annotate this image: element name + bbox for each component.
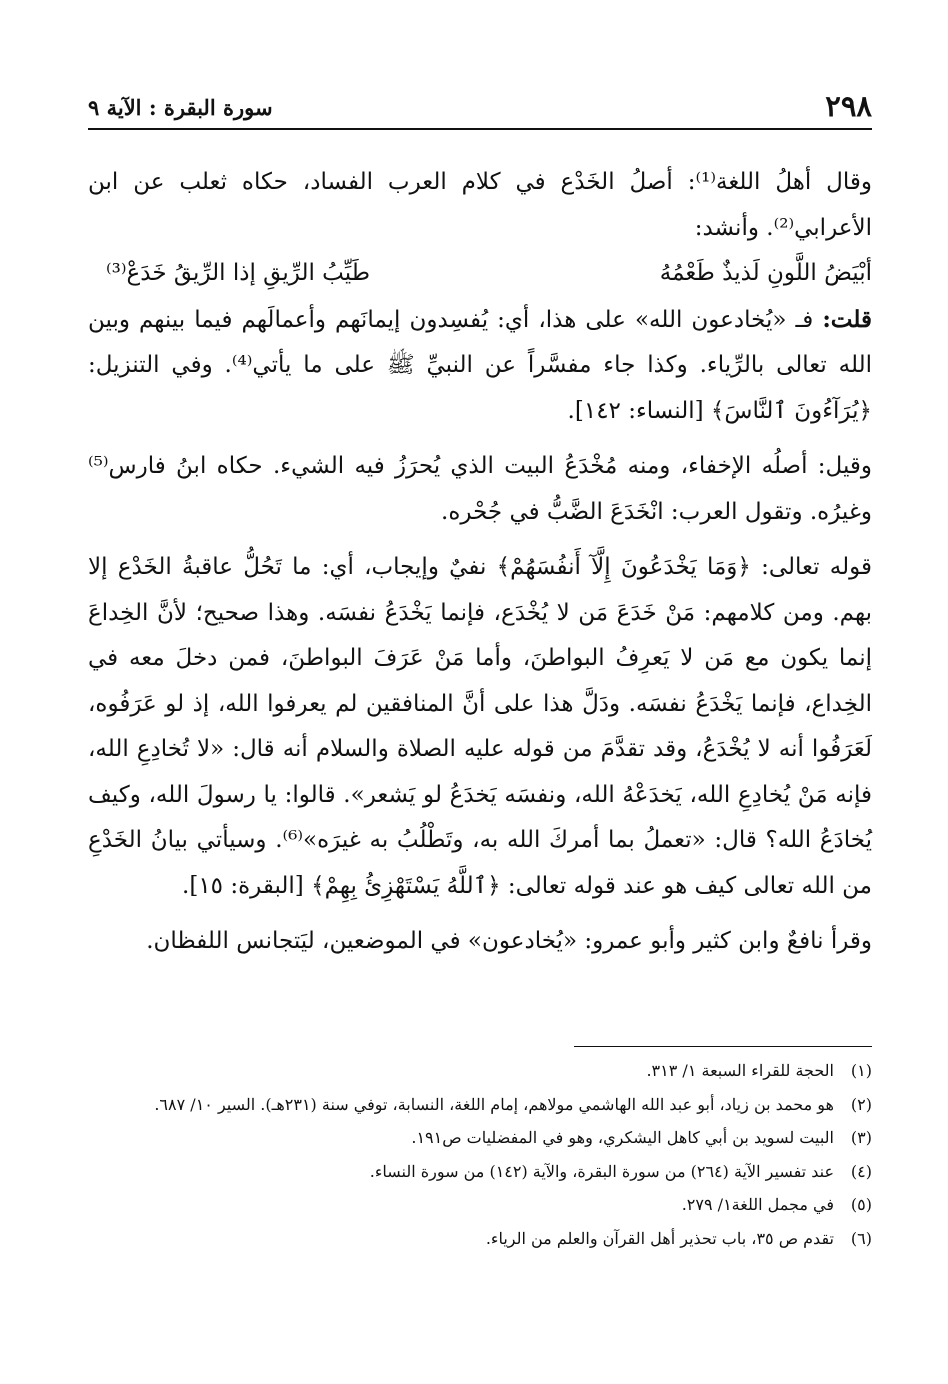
footnote (96, 1190, 872, 1220)
footnote (96, 1056, 872, 1086)
paragraph-1: وقال أهلُ اللغة⁽¹⁾: أصلُ الخَدْع في كلام العرب الفساد، حكاه ثعلب عن ابن الأعرابي⁽²⁾. وأنشد: (88, 169, 873, 241)
footnote-text: تقدم ص ٣٥، باب تحذير أهل القرآن والعلم من الرياء. (485, 1228, 834, 1248)
footnote-text: في مجمل اللغة١/ ٢٧٩. (681, 1195, 834, 1214)
footnote-text: عند تفسير الآية (٢٦٤) من سورة البقرة، والآية (١٤٢) من سورة النساء. (369, 1161, 834, 1181)
paragraph-2-text: فـ «يُخادعون الله» على هذا، أي: يُفسِدون إيمانَهم وأعمالَهم فيما بينهم وبين الله تعالى بالرِّياء. وكذا جاء مفسَّراً عن النبيِّ ﷺ على ما يأتي⁽⁴⁾. وفي التنزيل: ﴿يُرَآءُونَ ٱلنَّاسَ﴾ [النساء: ١٤٢]. (88, 306, 872, 424)
paragraph-4: قوله تعالى: ﴿وَمَا يَخْدَعُونَ إِلَّآ أَنفُسَهُمْ﴾ نفيٌ وإيجاب، أي: ما تَحُلُّ عاقبةُ الخَدْع إلا بهم. ومن كلامهم: مَنْ خَدَعَ مَن لا يُخْدَع، فإنما يَخْدَعُ نفسَه. وهذا صحيح؛ لأنَّ الخِداعَ إنما يكون مع مَن لا يَعرِفُ البواطنَ، وأما مَنْ عَرَفَ البواطنَ، فمن دخلَ معه في الخِداع، فإنما يَخْدَعُ نفسَه. ودَلَّ هذا على أنَّ المنافقين لم يعرفوا الله، إذ لو عَرَفُوه، لَعَرَفُوا أنه لا يُخْدَعُ، وقد تقدَّمَ من قوله عليه الصلاة والسلام أنه قال: «لا تُخادِعِ الله، فإنه مَنْ يُخادِعِ الله، يَخدَعْهُ الله، ونفسَه يَخدَعُ لو يَشعر». قالوا: يا رسولَ الله، وكيف يُخادَعُ الله؟ قال: «تعملُ بما أمركَ الله به، وتَطْلُبُ به غيرَه»⁽⁶⁾. وسيأتي بيانُ الخَدْعِ من الله تعالى كيف هو عند قوله تعالى: ﴿ٱللَّهُ يَسْتَهْزِئُ بِهِمْ﴾ [البقرة: ١٥]. (88, 554, 872, 899)
footnote-text: الحجة للقراء السبعة ١/ ٣١٣. (646, 1061, 834, 1080)
footnote (96, 1123, 872, 1153)
footnotes (96, 1056, 872, 1257)
footnote (96, 1224, 872, 1254)
footnote-number: (٥) (850, 1195, 872, 1214)
main-text (88, 160, 872, 965)
footnote-text: البيت لسويد بن أبي كاهل اليشكري، وهو في المفضليات ص١٩١. (411, 1128, 834, 1147)
footnote-number: (٣) (850, 1128, 872, 1147)
footnote-number: (٢) (850, 1094, 872, 1114)
paragraph-2-lead: قلت: (822, 305, 872, 333)
paragraph-2 (88, 297, 872, 435)
page-number: ٢٩٨ (825, 89, 872, 123)
poem-hemistich-left: طَيِّبُ الرِّيقِ إذا الرِّيقُ خَدَعْ⁽³⁾ (106, 260, 370, 286)
page-header (88, 88, 872, 122)
footnote-rule (574, 1046, 872, 1047)
footnote (96, 1090, 872, 1120)
footnote-number: (٤) (850, 1161, 872, 1181)
poem-hemistich-right: أبْيَضُ اللَّونِ لَذيذٌ طَعْمُهُ (659, 260, 872, 286)
header-rule (88, 128, 872, 130)
poem-verse (88, 251, 872, 297)
paragraph-3: وقيل: أصلُه الإخفاء، ومنه مُخْدَعُ البيت الذي يُحرَزُ فيه الشيء. حكاه ابنُ فارس⁽⁵⁾ وغيرُه. وتقول العرب: انْخَدَعَ الضَّبُّ في جُحْره. (88, 453, 872, 525)
footnote-number: (٦) (850, 1228, 872, 1248)
running-title: سورة البقرة : الآية ٩ (88, 95, 273, 120)
paragraph-5: وقرأ نافعٌ وابن كثير وأبو عمرو: «يُخادعون» في الموضعين، ليَتجانس اللفظان. (146, 928, 872, 954)
footnote-number: (١) (850, 1061, 872, 1080)
footnote-text: هو محمد بن زياد، أبو عبد الله الهاشمي مولاهم، إمام اللغة، النسابة، توفي سنة (٢٣١هـ). السير ١٠/ ٦٨٧. (154, 1094, 834, 1114)
footnote (96, 1157, 872, 1187)
